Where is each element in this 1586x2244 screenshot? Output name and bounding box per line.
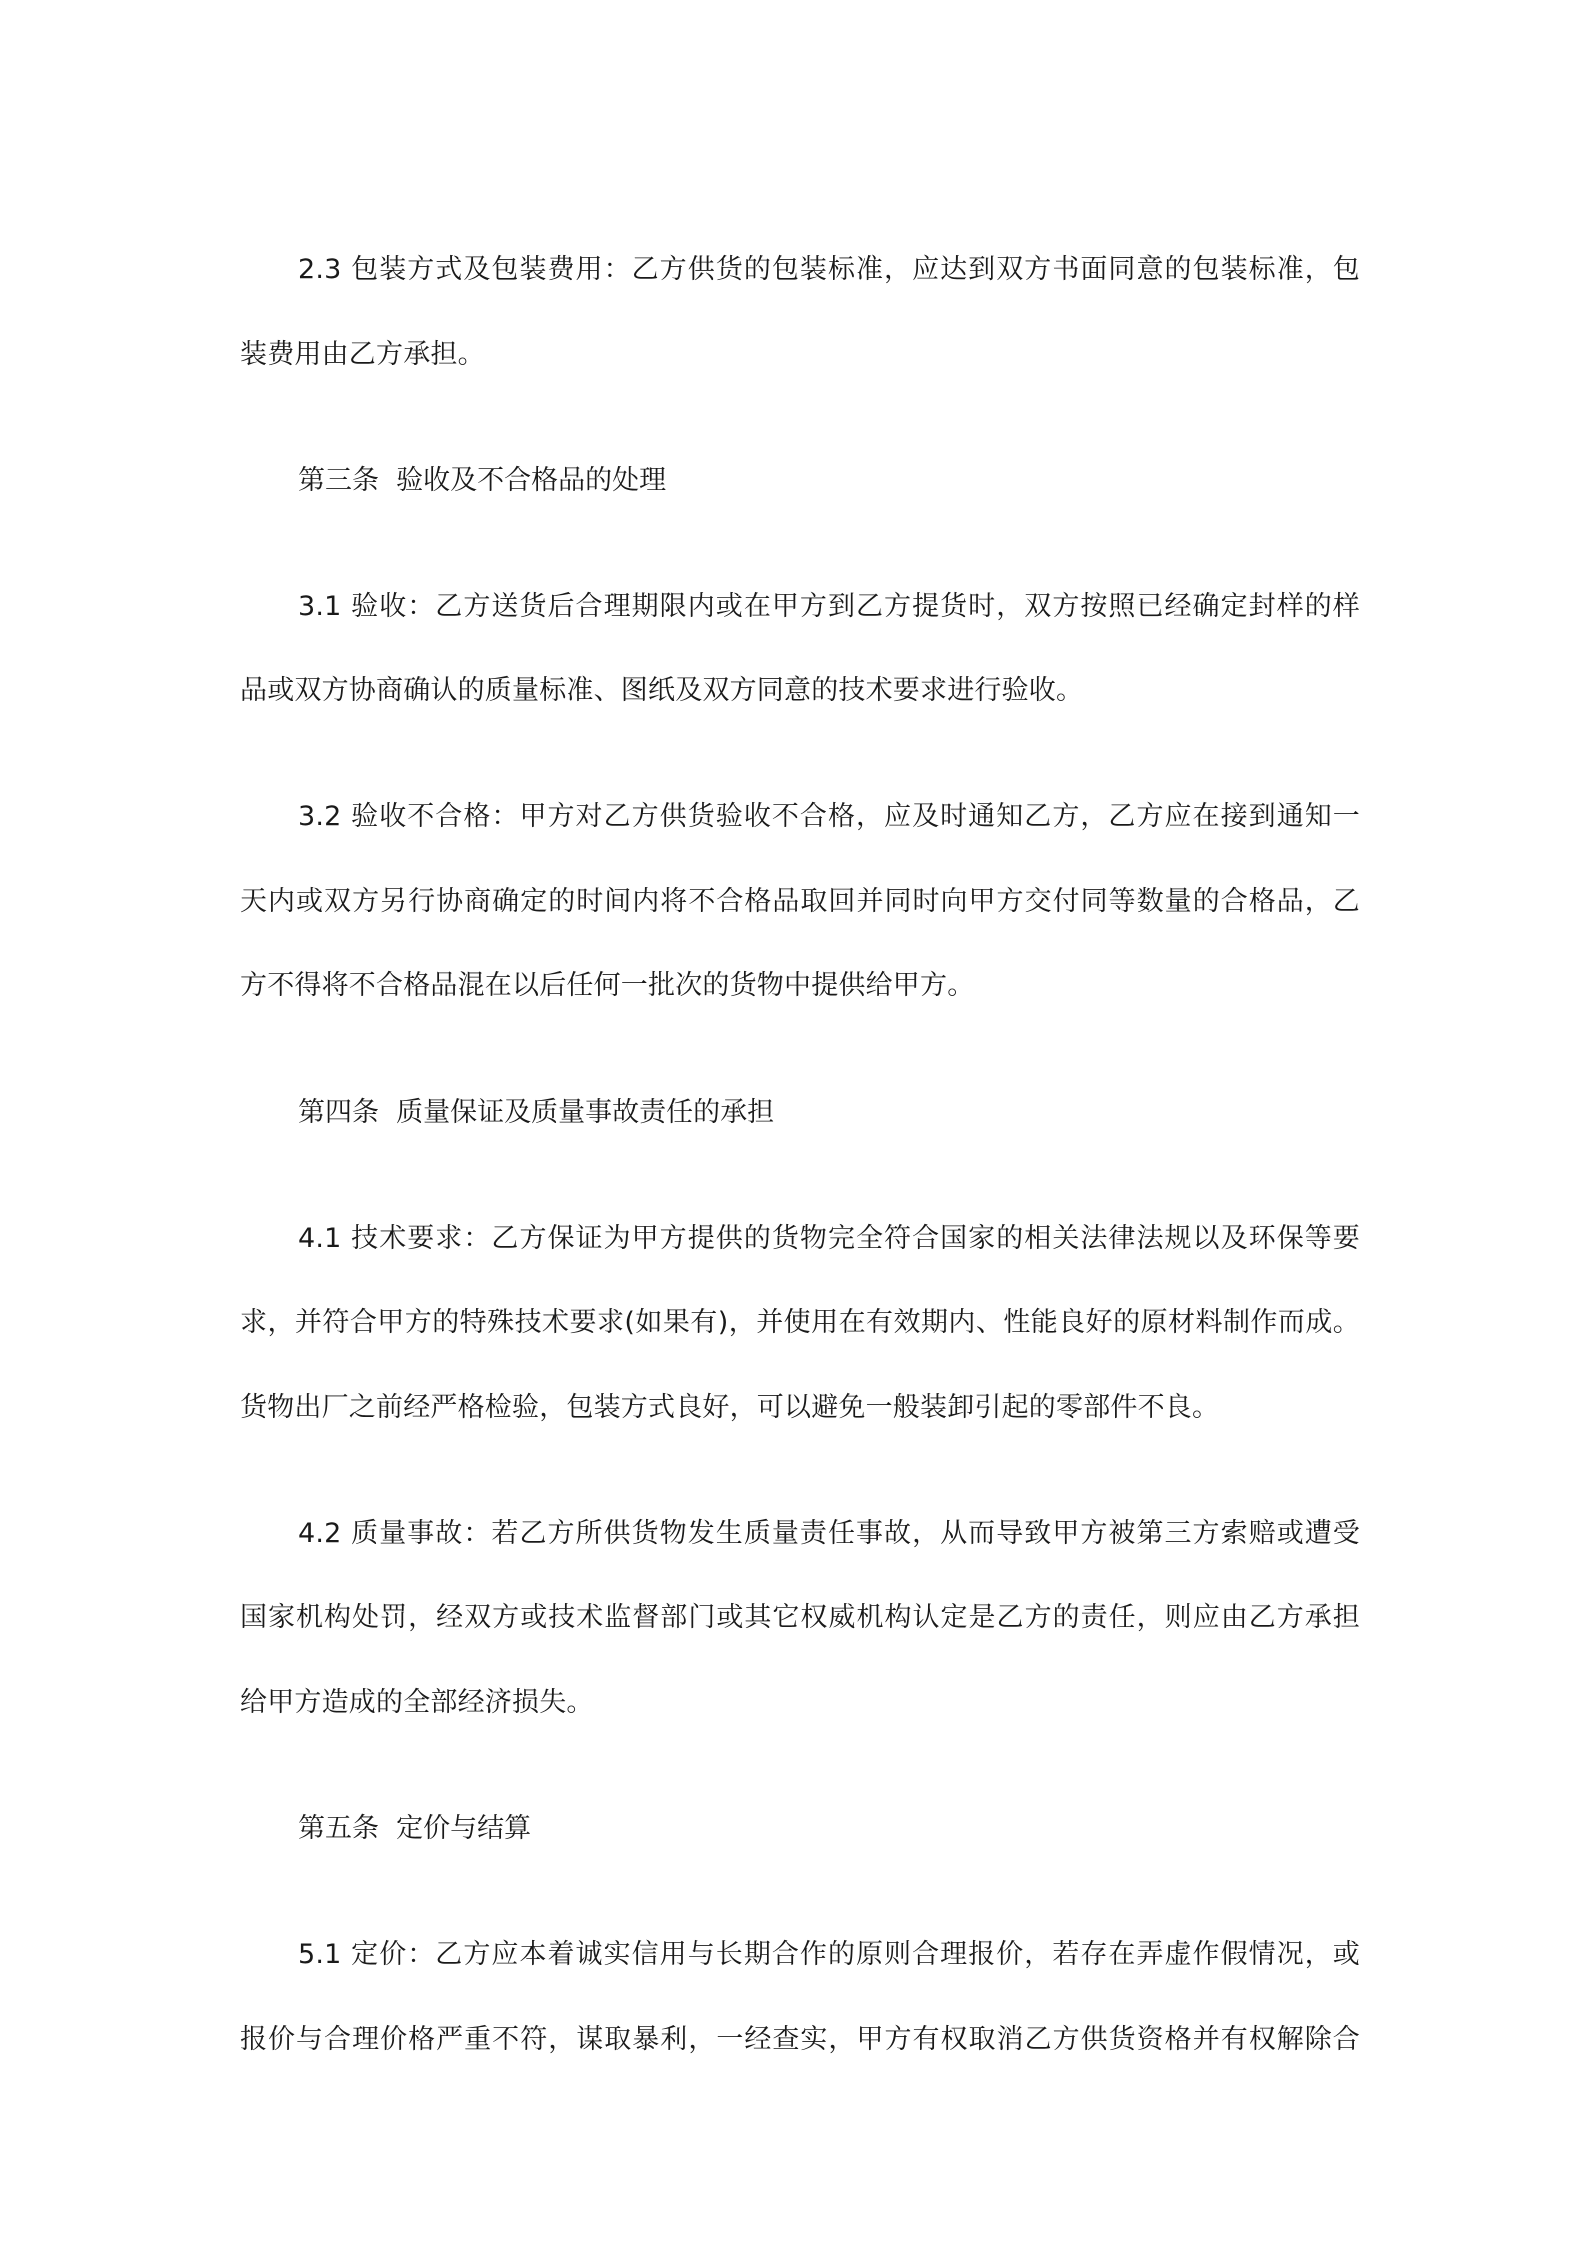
clause-4-2-line-1: 4.2 质量事故：若乙方所供货物发生质量责任事故，从而导致甲方被第三方索赔或遭受 xyxy=(298,1518,1360,1549)
clause-3-2-line-3: 方不得将不合格品混在以后任何一批次的货物中提供给甲方。 xyxy=(240,970,975,1001)
clause-5-1-line-2: 报价与合理价格严重不符，谋取暴利，一经查实，甲方有权取消乙方供货资格并有权解除合 xyxy=(240,2024,1360,2055)
clause-2-3-line-2: 装费用由乙方承担。 xyxy=(240,339,485,370)
clause-3-2-line-2: 天内或双方另行协商确定的时间内将不合格品取回并同时向甲方交付同等数量的合格品，乙 xyxy=(240,886,1360,917)
clause-4-1-line-2: 求，并符合甲方的特殊技术要求(如果有)，并使用在有效期内、性能良好的原材料制作而成。 xyxy=(240,1307,1360,1338)
clause-4-2-line-3: 给甲方造成的全部经济损失。 xyxy=(240,1687,594,1718)
clause-3-1-line-1: 3.1 验收：乙方送货后合理期限内或在甲方到乙方提货时，双方按照已经确定封样的样 xyxy=(298,591,1360,622)
clause-3-1-line-2: 品或双方协商确认的质量标准、图纸及双方同意的技术要求进行验收。 xyxy=(240,675,1084,706)
article-4-heading: 第四条 质量保证及质量事故责任的承担 xyxy=(298,1097,775,1128)
clause-2-3-line-1: 2.3 包装方式及包装费用：乙方供货的包装标准，应达到双方书面同意的包装标准，包 xyxy=(298,254,1360,285)
article-3-heading: 第三条 验收及不合格品的处理 xyxy=(298,465,667,496)
article-5-heading: 第五条 定价与结算 xyxy=(298,1813,532,1844)
clause-4-1-line-1: 4.1 技术要求：乙方保证为甲方提供的货物完全符合国家的相关法律法规以及环保等要 xyxy=(298,1223,1360,1254)
clause-3-2-line-1: 3.2 验收不合格：甲方对乙方供货验收不合格，应及时通知乙方，乙方应在接到通知一 xyxy=(298,801,1360,832)
clause-4-2-line-2: 国家机构处罚，经双方或技术监督部门或其它权威机构认定是乙方的责任，则应由乙方承担 xyxy=(240,1602,1360,1633)
clause-4-1-line-3: 货物出厂之前经严格检验，包装方式良好，可以避免一般装卸引起的零部件不良。 xyxy=(240,1392,1220,1423)
clause-5-1-line-1: 5.1 定价：乙方应本着诚实信用与长期合作的原则合理报价，若存在弄虚作假情况，或 xyxy=(298,1939,1360,1970)
